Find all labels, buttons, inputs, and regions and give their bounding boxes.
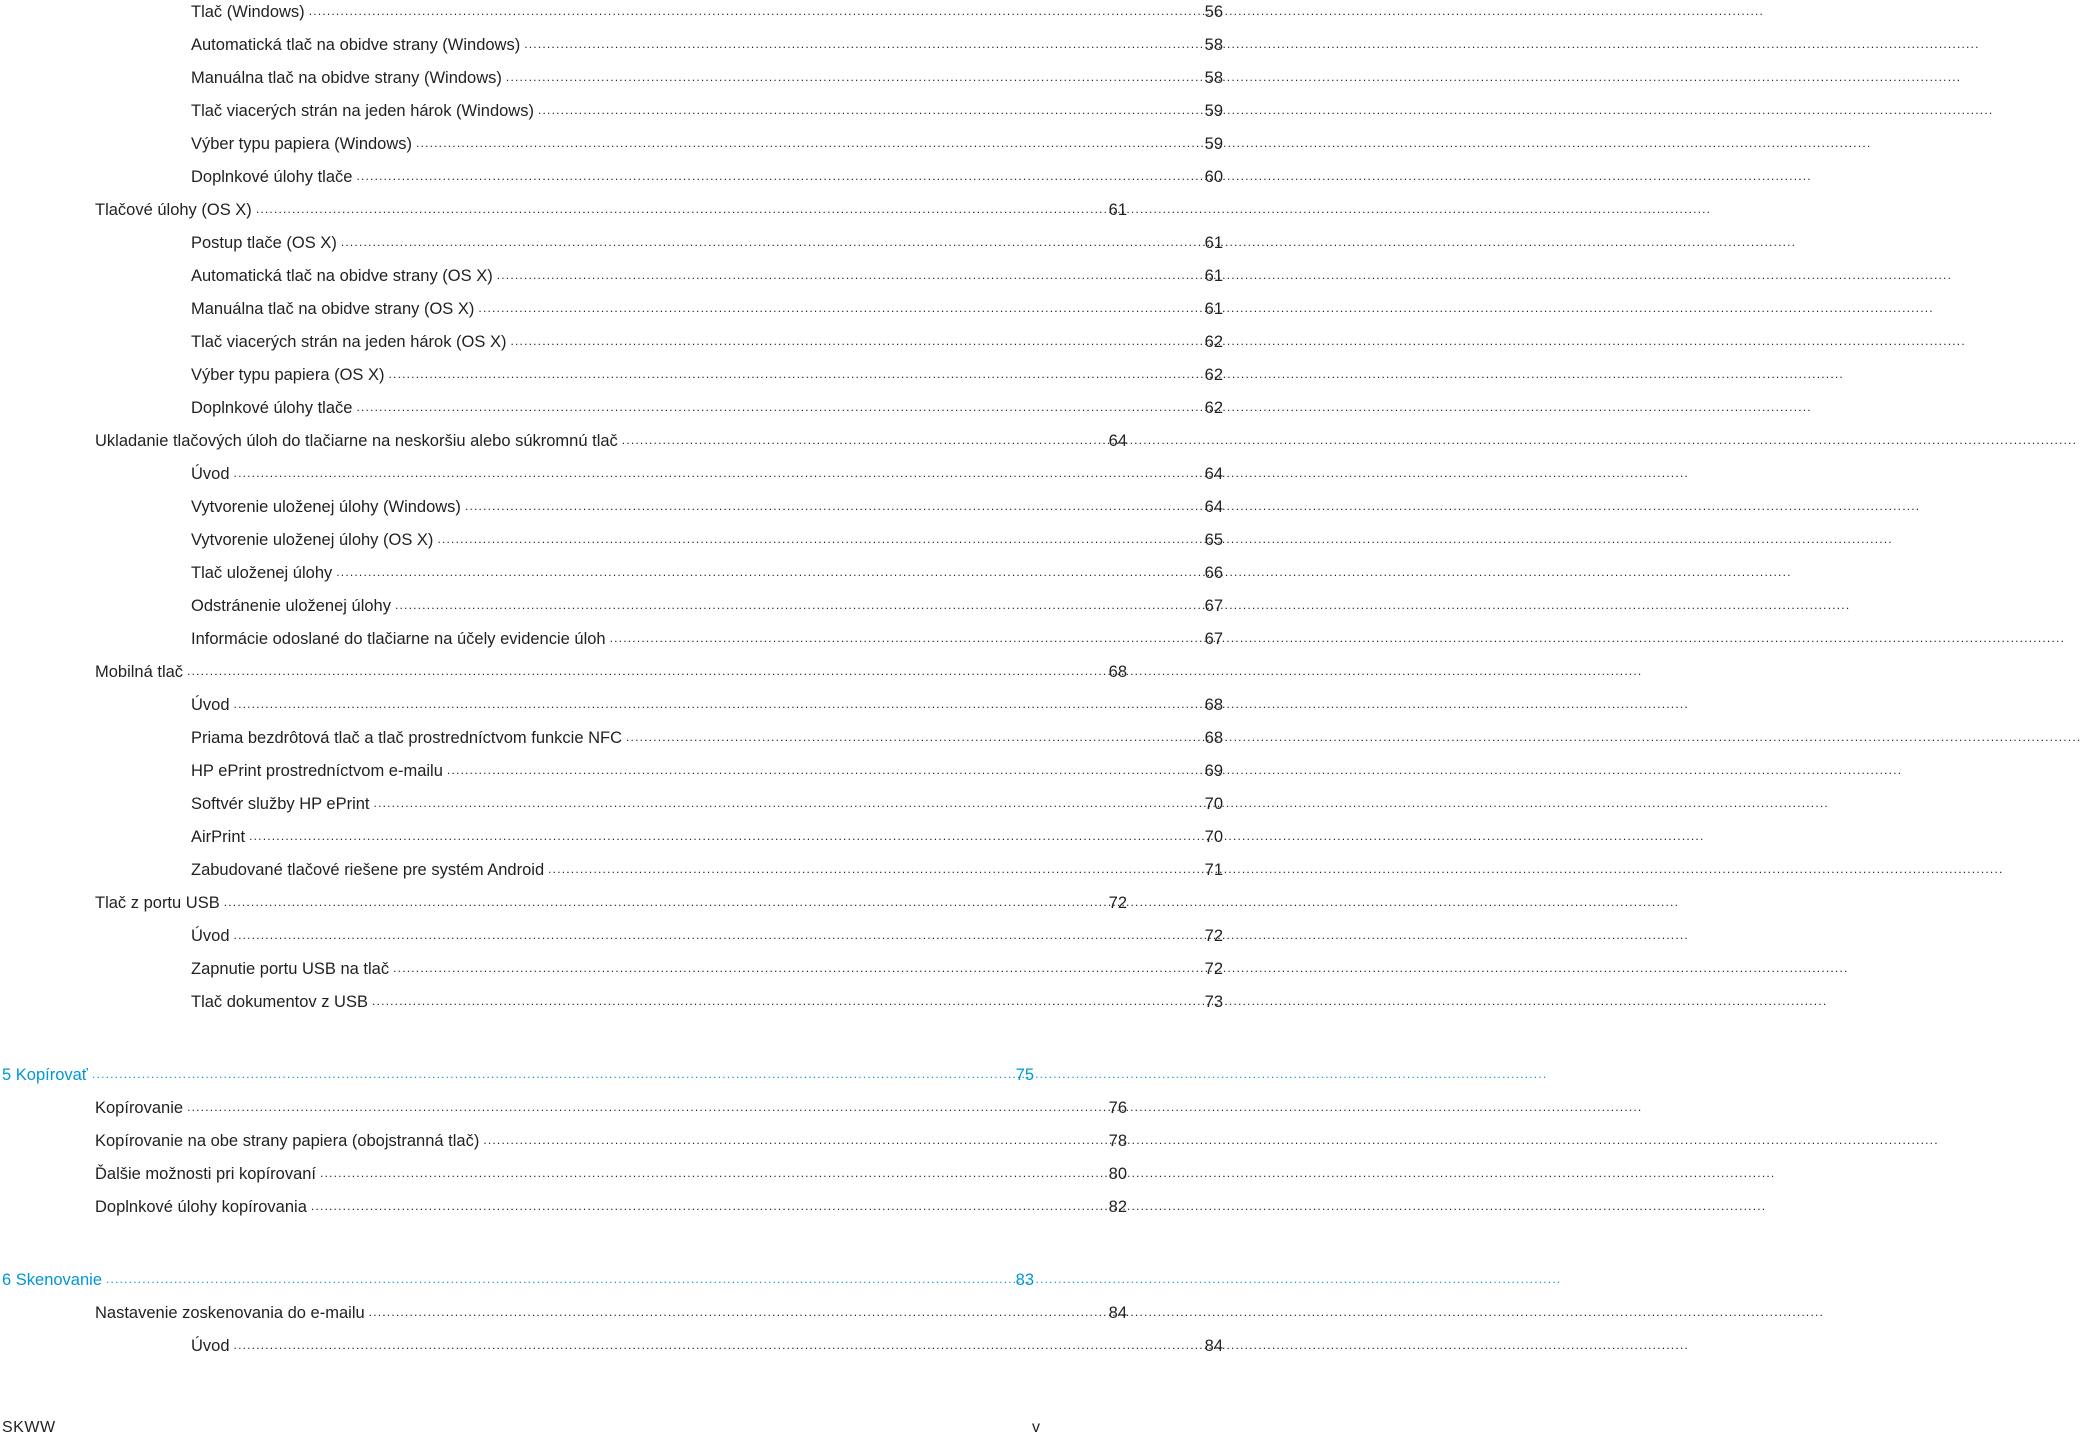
toc-entry-title: Kopírovanie (95, 1099, 184, 1117)
toc-entry-title: 6 Skenovanie (2, 1271, 102, 1289)
toc-leader-dots (395, 596, 1199, 616)
toc-entry-title: Zabudované tlačové riešene pre systém Android (191, 861, 545, 879)
toc-entry-page: 61 (1204, 300, 1223, 318)
toc-entry-page: 68 (1204, 729, 1223, 747)
toc-entry-page: 56 (1204, 3, 1223, 21)
toc-leader-dots (309, 2, 1199, 22)
toc-entry-title: Zapnutie portu USB na tlač (191, 960, 390, 978)
toc-entry-page: 58 (1204, 36, 1223, 54)
toc-entry-title: Ďalšie možnosti pri kopírovaní (95, 1165, 317, 1183)
toc-leader-dots (626, 728, 1199, 748)
toc-entry[interactable] (0, 326, 1223, 352)
toc-entry[interactable] (0, 1191, 1127, 1217)
toc-entry-title: Tlač viacerých strán na jeden hárok (OS X) (191, 333, 507, 351)
toc-entry-page: 82 (1108, 1198, 1127, 1216)
toc-entry-page: 84 (1108, 1304, 1127, 1322)
toc-entry-page: 67 (1204, 597, 1223, 615)
toc-entry[interactable] (0, 524, 1223, 550)
toc-entry[interactable] (0, 821, 1223, 847)
toc-entry-title: Mobilná tlač (95, 663, 184, 681)
toc-entry-page: 68 (1108, 663, 1127, 681)
toc-entry-title: Úvod (191, 927, 230, 945)
toc-leader-dots (234, 1336, 1199, 1356)
toc-entry-title: Výber typu papiera (OS X) (191, 366, 385, 384)
toc-entry-page: 64 (1204, 465, 1223, 483)
toc-entry-title: Ukladanie tlačových úloh do tlačiarne na neskoršiu alebo súkromnú tlač (95, 432, 618, 450)
toc-entry-page: 59 (1204, 135, 1223, 153)
toc-leader-dots (234, 464, 1199, 484)
toc-entry-page: 61 (1204, 234, 1223, 252)
toc-entry[interactable] (0, 392, 1223, 418)
toc-entry[interactable] (0, 1330, 1223, 1356)
toc-entry-page: 70 (1204, 828, 1223, 846)
toc-entry-page: 73 (1204, 993, 1223, 1011)
toc-leader-dots (610, 629, 1199, 649)
toc-leader-dots (187, 1098, 1103, 1118)
toc-entry[interactable] (0, 920, 1223, 946)
toc-leader-dots (92, 1065, 1010, 1085)
toc-entry[interactable] (0, 656, 1127, 682)
toc-leader-dots (356, 167, 1199, 187)
toc-entry-title: Informácie odoslané do tlačiarne na účely evidencie úloh (191, 630, 606, 648)
toc-entry-page: 71 (1204, 861, 1223, 879)
toc-leader-dots (524, 35, 1199, 55)
toc-leader-dots (249, 827, 1199, 847)
toc-entry[interactable] (0, 227, 1223, 253)
toc-entry[interactable] (0, 590, 1223, 616)
toc-entry[interactable] (0, 755, 1223, 781)
toc-entry-title: 5 Kopírovať (2, 1066, 88, 1084)
toc-entry[interactable] (0, 128, 1223, 154)
toc-entry-page: 72 (1204, 927, 1223, 945)
toc-entry-page: 84 (1204, 1337, 1223, 1355)
toc-entry-title: Úvod (191, 1337, 230, 1355)
toc-leader-dots (106, 1270, 1010, 1290)
toc-entry[interactable] (0, 854, 1223, 880)
toc-entry-title: Doplnkové úlohy tlače (191, 168, 353, 186)
toc-entry[interactable] (0, 194, 1127, 220)
toc-entry[interactable] (0, 62, 1223, 88)
toc-entry-page: 72 (1204, 960, 1223, 978)
toc-entry-title: Úvod (191, 696, 230, 714)
toc-entry[interactable] (0, 0, 1223, 22)
toc-entry-page: 64 (1204, 498, 1223, 516)
toc-entry[interactable] (0, 1125, 1127, 1151)
toc-leader-dots (510, 332, 1199, 352)
toc-chapter-entry[interactable] (0, 1264, 1034, 1290)
toc-entry[interactable] (0, 293, 1223, 319)
toc-entry[interactable] (0, 161, 1223, 187)
toc-entry[interactable] (0, 491, 1223, 517)
toc-entry-page: 58 (1204, 69, 1223, 87)
toc-entry[interactable] (0, 689, 1223, 715)
toc-leader-dots (187, 662, 1103, 682)
toc-leader-dots (234, 695, 1199, 715)
toc-entry-page: 67 (1204, 630, 1223, 648)
toc-entry-title: Vytvorenie uloženej úlohy (Windows) (191, 498, 461, 516)
toc-leader-dots (356, 398, 1199, 418)
toc-leader-dots (538, 101, 1199, 121)
toc-entry-page: 60 (1204, 168, 1223, 186)
toc-leader-dots (374, 794, 1199, 814)
toc-entry-page: 62 (1204, 399, 1223, 417)
toc-entry-page: 64 (1108, 432, 1127, 450)
toc-entry-title: Doplnkové úlohy kopírovania (95, 1198, 307, 1216)
toc-entry-title: Tlač (Windows) (191, 3, 305, 21)
toc-leader-dots (548, 860, 1199, 880)
toc-leader-dots (393, 959, 1199, 979)
toc-entry-title: Manuálna tlač na obidve strany (OS X) (191, 300, 475, 318)
toc-leader-dots (447, 761, 1199, 781)
toc-entry-page: 80 (1108, 1165, 1127, 1183)
toc-entry-page: 72 (1108, 894, 1127, 912)
toc-entry-title: Softvér služby HP ePrint (191, 795, 370, 813)
toc-entry[interactable] (0, 1092, 1127, 1118)
toc-entry-title: AirPrint (191, 828, 246, 846)
toc-entry-page: 61 (1108, 201, 1127, 219)
toc-entry-title: Výber typu papiera (Windows) (191, 135, 413, 153)
toc-leader-dots (506, 68, 1199, 88)
toc-entry-page: 65 (1204, 531, 1223, 549)
toc-entry-title: Manuálna tlač na obidve strany (Windows) (191, 69, 502, 87)
toc-entry-title: Odstránenie uloženej úlohy (191, 597, 391, 615)
toc-entry-page: 59 (1204, 102, 1223, 120)
toc-leader-dots (389, 365, 1199, 385)
toc-entry[interactable] (0, 425, 1127, 451)
toc-entry-page: 70 (1204, 795, 1223, 813)
toc-entry-page: 76 (1108, 1099, 1127, 1117)
toc-entry[interactable] (0, 557, 1223, 583)
toc-entry-title: Nastavenie zoskenovania do e-mailu (95, 1304, 365, 1322)
toc-entry[interactable] (0, 1158, 1127, 1184)
toc-entry-title: Tlač viacerých strán na jeden hárok (Windows) (191, 102, 534, 120)
toc-entry-title: Doplnkové úlohy tlače (191, 399, 353, 417)
toc-entry-title: Vytvorenie uloženej úlohy (OS X) (191, 531, 434, 549)
toc-leader-dots (465, 497, 1199, 517)
toc-entry-page: 78 (1108, 1132, 1127, 1150)
toc-leader-dots (372, 992, 1199, 1012)
toc-entry-page: 61 (1204, 267, 1223, 285)
toc-leader-dots (478, 299, 1199, 319)
toc-entry-page: 69 (1204, 762, 1223, 780)
toc-entry-page: 75 (1015, 1066, 1034, 1084)
toc-entry-page: 62 (1204, 333, 1223, 351)
toc-entry-page: 68 (1204, 696, 1223, 714)
toc-entry[interactable] (0, 260, 1223, 286)
toc-entry-page: 83 (1015, 1271, 1034, 1289)
toc-entry[interactable] (0, 458, 1223, 484)
toc-leader-dots (437, 530, 1199, 550)
toc-leader-dots (483, 1131, 1103, 1151)
toc-leader-dots (320, 1164, 1103, 1184)
toc-leader-dots (341, 233, 1199, 253)
toc-leader-dots (311, 1197, 1103, 1217)
toc-entry[interactable] (0, 29, 1223, 55)
toc-entry-page: 66 (1204, 564, 1223, 582)
toc-leader-dots (336, 563, 1199, 583)
toc-entry[interactable] (0, 788, 1223, 814)
toc-leader-dots (497, 266, 1199, 286)
footer-page-number: v (1032, 1419, 1040, 1436)
toc-leader-dots (369, 1303, 1103, 1323)
toc-entry[interactable] (0, 359, 1223, 385)
toc-entry-title: Kopírovanie na obe strany papiera (obojstranná tlač) (95, 1132, 480, 1150)
toc-entry[interactable] (0, 722, 1223, 748)
toc-leader-dots (416, 134, 1199, 154)
toc-entry-title: Tlač z portu USB (95, 894, 220, 912)
toc-chapter-entry[interactable] (0, 1059, 1034, 1085)
toc-leader-dots (224, 893, 1103, 913)
toc-entry-title: Tlač uloženej úlohy (191, 564, 333, 582)
toc-leader-dots (234, 926, 1199, 946)
toc-entry-title: HP ePrint prostredníctvom e-mailu (191, 762, 443, 780)
toc-entry[interactable] (0, 623, 1223, 649)
footer-document-code: SKWW (2, 1419, 56, 1436)
toc-entry[interactable] (0, 1297, 1127, 1323)
toc-entry[interactable] (0, 953, 1223, 979)
toc-entry-page: 62 (1204, 366, 1223, 384)
toc-entry[interactable] (0, 986, 1223, 1012)
toc-entry-title: Tlač dokumentov z USB (191, 993, 368, 1011)
toc-entry[interactable] (0, 95, 1223, 121)
toc-entry-title: Priama bezdrôtová tlač a tlač prostredníctvom funkcie NFC (191, 729, 623, 747)
toc-entry-title: Tlačové úlohy (OS X) (95, 201, 252, 219)
toc-entry[interactable] (0, 887, 1127, 913)
toc-leader-dots (622, 431, 1103, 451)
toc-entry-title: Automatická tlač na obidve strany (Windows) (191, 36, 521, 54)
toc-leader-dots (256, 200, 1103, 220)
toc-entry-title: Úvod (191, 465, 230, 483)
toc-entry-title: Automatická tlač na obidve strany (OS X) (191, 267, 493, 285)
toc-entry-title: Postup tlače (OS X) (191, 234, 337, 252)
